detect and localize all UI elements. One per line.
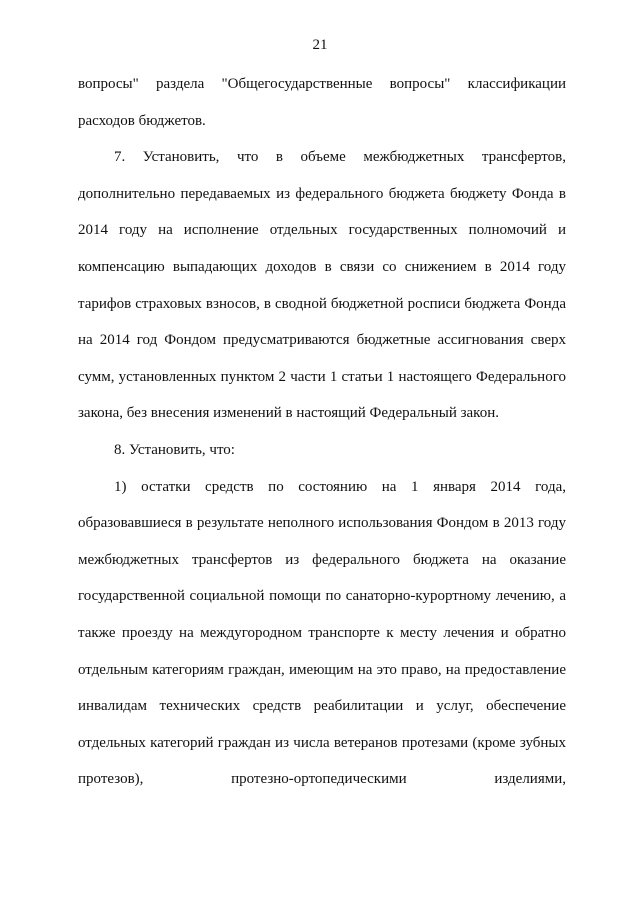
paragraph-continuation: вопросы" раздела "Общегосударственные вопросы" классификации расходов бюджетов. [78,76,566,129]
paragraph-item-7: 7. Установить, что в объеме межбюджетных трансфертов, дополнительно передаваемых из федерального бюджета бюджету Фонда в 2014 году на исполнение отдельных государственных полномочий и компенсацию выпадающих доходов в связи со снижением в 2014 году тарифов страховых взносов, в сводной бюджетной росписи бюджета Фонда на 2014 год Фондом предусматриваются бюджетные ассигнования сверх сумм, установленных пунктом 2 части 1 статьи 1 настоящего Федерального закона, без внесения изменений в настоящий Федеральный закон. [78,149,566,422]
paragraph-subitem-1: 1) остатки средств по состоянию на 1 января 2014 года, образовавшиеся в результате неполного использования Фондом в 2013 году межбюджетных трансфертов из федерального бюджета на оказание государственной социальной помощи по санаторно-курортному лечению, а также проезду на междугородном транспорте к месту лечения и обратно отдельным категориям граждан, имеющим на это право, на предоставление инвалидам технических средств реабилитации и услуг, обеспечение отдельных категорий граждан из числа ветеранов протезами (кроме зубных протезов), протезно-ортопедическими изделиями, [78,478,566,788]
document-body [78,66,566,798]
page-number: 21 [312,37,328,53]
paragraph-item-8: 8. Установить, что: [114,441,235,458]
